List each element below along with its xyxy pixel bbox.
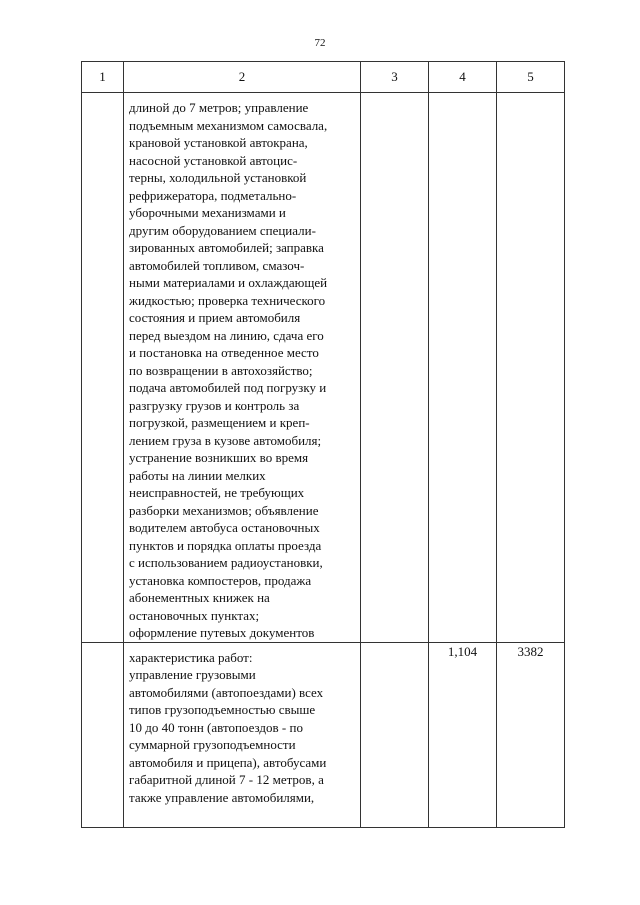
header-cell-2: 2 (124, 62, 361, 93)
table-row (82, 93, 565, 643)
description-line: пунктов и порядка оплаты проезда (129, 537, 322, 553)
description-line: ными материалами и охлаждающей (129, 275, 328, 290)
row-1-col-3 (361, 93, 429, 643)
row-2-col-4: 1,104 (429, 642, 497, 827)
header-cell-4: 4 (429, 62, 497, 93)
description-line: автомобилями (автопоездами) всех (129, 684, 324, 700)
description-line: автомобиля и прицепа), автобусами (129, 754, 327, 770)
description-line: уборочными механизмами и (129, 205, 286, 220)
description-line: 10 до 40 тонн (автопоездов - по (129, 719, 303, 735)
description-line: характеристика работ: (129, 649, 253, 665)
description-line: рефрижератора, подметально- (129, 187, 297, 203)
row-2-col-5: 3382 (497, 642, 565, 827)
header-cell-3: 3 (361, 62, 429, 93)
row-1-col-1 (82, 93, 124, 643)
description-line: жидкостью; проверка технического (129, 292, 326, 308)
description-line: и постановка на отведенное место (129, 345, 319, 360)
row-1-description (124, 93, 360, 642)
row-2-col-1 (82, 642, 124, 827)
description-line: водителем автобуса остановочных (129, 520, 320, 535)
row-2-col-2 (124, 642, 361, 827)
document-table (81, 61, 565, 828)
description-line: с использованием радиоустановки, (129, 555, 323, 570)
description-line: суммарной грузоподъемности (129, 737, 296, 752)
description-line: абонементных книжек на (129, 590, 270, 605)
header-cell-1: 1 (82, 62, 124, 93)
description-line: другим оборудованием специали- (129, 222, 316, 238)
row-1-col-5 (497, 93, 565, 643)
description-line: погрузкой, размещением и креп- (129, 415, 310, 430)
description-line: крановой установкой автокрана, (129, 135, 308, 150)
description-line: длиной до 7 метров; управление (129, 100, 309, 115)
description-line: перед выездом на линию, сдача его (129, 327, 324, 343)
row-1-col-2 (124, 93, 361, 643)
description-line: терны, холодильной установкой (129, 170, 307, 185)
description-line: разгрузку грузов и контроль за (129, 397, 300, 413)
description-line: разборки механизмов; объявление (129, 502, 319, 518)
description-line: устранение возникших во время (129, 450, 309, 465)
page-number: 72 (314, 37, 326, 49)
description-line: по возвращении в автохозяйство; (129, 362, 313, 378)
row-1-col-4 (429, 93, 497, 643)
row-2-description (124, 643, 360, 807)
description-line: насосной установкой автоцис- (129, 152, 298, 168)
header-cell-5: 5 (497, 62, 565, 93)
table-header-row (82, 62, 565, 93)
description-line: зированных автомобилей; заправка (129, 240, 324, 255)
description-line: неисправностей, не требующих (129, 485, 305, 500)
description-line: типов грузоподъемностью свыше (129, 702, 316, 717)
description-line: состояния и прием автомобиля (129, 310, 301, 325)
table-row (82, 642, 565, 827)
description-line: автомобилей топливом, смазоч- (129, 257, 305, 273)
description-line: подъемным механизмом самосвала, (129, 117, 328, 133)
description-line: остановочных пунктах; (129, 607, 260, 623)
row-2-col-3 (361, 642, 429, 827)
description-line: управление грузовыми (129, 667, 256, 682)
description-line: габаритной длиной 7 - 12 метров, а (129, 772, 324, 787)
description-line: также управление автомобилями, (129, 789, 315, 805)
description-line: работы на линии мелких (129, 467, 266, 483)
description-line: подача автомобилей под погрузку и (129, 380, 327, 395)
description-line: оформление путевых документов (129, 625, 315, 640)
description-line: лением груза в кузове автомобиля; (129, 432, 322, 448)
description-line: установка компостеров, продажа (129, 572, 312, 588)
